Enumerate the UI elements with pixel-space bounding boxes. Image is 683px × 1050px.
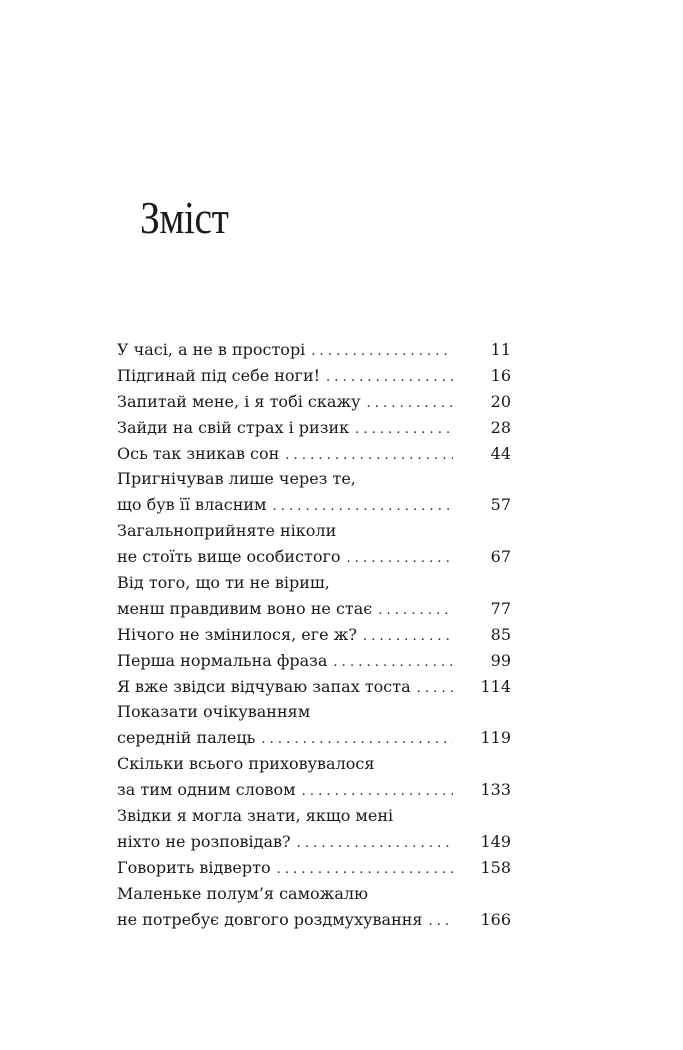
dot-leader xyxy=(302,779,453,805)
toc-entry-title: Перша нормальна фраза xyxy=(117,650,328,670)
dot-leader xyxy=(273,494,454,520)
toc-entry-title: Маленьке полум’я саможалю xyxy=(117,883,368,903)
toc-page-number: 67 xyxy=(490,547,511,567)
toc-page-number: 119 xyxy=(480,728,511,748)
toc-page-number: 99 xyxy=(490,650,511,670)
toc-page-number: 44 xyxy=(490,443,511,463)
dot-leader xyxy=(367,391,453,417)
toc-entry-line xyxy=(117,492,511,518)
toc-entry xyxy=(117,337,511,363)
toc-page-number: 114 xyxy=(480,676,511,696)
toc-page-number: 158 xyxy=(480,857,511,877)
toc-entry-line xyxy=(117,777,511,803)
toc-entry-line xyxy=(117,725,511,751)
toc-entry-line xyxy=(117,855,511,881)
toc-page-number: 16 xyxy=(490,365,511,385)
toc-entry-line xyxy=(117,829,511,855)
toc-entry xyxy=(117,648,511,674)
toc-entry-line xyxy=(117,518,511,544)
toc-entry-line xyxy=(117,337,511,363)
toc-entry-title: Зайди на свій страх і ризик xyxy=(117,417,350,437)
toc-page-number: 85 xyxy=(490,624,511,644)
toc-entry xyxy=(117,674,511,700)
toc-entry-line xyxy=(117,699,511,725)
toc-entry-title: Пригнічував лише через те, xyxy=(117,469,356,489)
dot-leader xyxy=(297,831,453,857)
toc-page-number: 11 xyxy=(490,340,511,359)
toc-entry-title: ніхто не розповідав? xyxy=(117,831,291,851)
toc-entry-title: що був її власним xyxy=(117,495,267,515)
toc-entry xyxy=(117,855,511,881)
toc-entry-line xyxy=(117,648,511,674)
toc-entry-title: не стоїть вище особистого xyxy=(117,547,341,567)
toc-entry-line xyxy=(117,363,511,389)
toc-entry-line xyxy=(117,803,511,829)
toc-entry-title: Запитай мене, і я тобі скажу xyxy=(117,391,361,411)
toc-entry xyxy=(117,751,511,803)
dot-leader xyxy=(363,624,453,650)
toc-entry-title: Показати очікуванням xyxy=(117,702,311,722)
dot-leader xyxy=(378,598,453,624)
dot-leader xyxy=(417,676,453,702)
toc-entry-line xyxy=(117,596,511,622)
toc-entry-line xyxy=(117,907,511,933)
dot-leader xyxy=(326,365,453,391)
toc-entry-line xyxy=(117,674,511,700)
toc-entry-title: не потребує довгого роздмухування xyxy=(117,909,423,929)
toc-entry-line xyxy=(117,415,511,441)
toc-entry-line xyxy=(117,751,511,777)
toc-entry-title: Звідки я могла знати, якщо мені xyxy=(117,806,394,826)
toc-entry xyxy=(117,570,511,622)
table-of-contents xyxy=(117,337,511,932)
toc-entry xyxy=(117,803,511,855)
toc-entry-title: менш правдивим воно не стає xyxy=(117,598,373,618)
toc-entry xyxy=(117,518,511,570)
dot-leader xyxy=(311,339,453,365)
toc-entry-title: Говорить відверто xyxy=(117,857,271,877)
toc-page-number: 166 xyxy=(480,909,511,929)
toc-entry-title: за тим одним словом xyxy=(117,780,296,800)
toc-entry-line xyxy=(117,881,511,907)
toc-entry-line xyxy=(117,389,511,415)
toc-entry-title: Від того, що ти не віриш, xyxy=(117,573,330,593)
toc-entry-title: Підгинай під себе ноги! xyxy=(117,365,321,385)
dot-leader xyxy=(277,857,453,883)
dot-leader xyxy=(347,546,453,572)
toc-entry-title: Ось так зникав сон xyxy=(117,443,280,463)
toc-entry xyxy=(117,441,511,467)
dot-leader xyxy=(355,417,453,443)
toc-entry xyxy=(117,466,511,518)
toc-entry xyxy=(117,415,511,441)
toc-entry-line xyxy=(117,441,511,467)
page-title: Зміст xyxy=(140,192,229,243)
dot-leader xyxy=(261,727,453,753)
dot-leader xyxy=(429,909,454,935)
toc-entry-title: Загальноприйняте ніколи xyxy=(117,521,337,541)
toc-page-number: 149 xyxy=(480,831,511,851)
toc-entry xyxy=(117,363,511,389)
toc-page-number: 28 xyxy=(490,417,511,437)
toc-page-number: 133 xyxy=(480,780,511,800)
toc-entry xyxy=(117,699,511,751)
toc-entry-line xyxy=(117,466,511,492)
toc-entry xyxy=(117,881,511,933)
toc-entry xyxy=(117,389,511,415)
toc-entry-title: Скільки всього приховувалося xyxy=(117,754,375,774)
toc-entry-title: У часі, а не в просторі xyxy=(117,340,306,359)
dot-leader xyxy=(333,650,453,676)
toc-entry-line xyxy=(117,544,511,570)
toc-page-number: 77 xyxy=(490,598,511,618)
toc-entry-line xyxy=(117,570,511,596)
toc-page-number: 57 xyxy=(490,495,511,515)
toc-entry-line xyxy=(117,622,511,648)
toc-entry-title: Нічого не змінилося, еге ж? xyxy=(117,624,357,644)
toc-page-number: 20 xyxy=(490,391,511,411)
toc-entry xyxy=(117,622,511,648)
toc-entry-title: Я вже звідси відчуваю запах тоста xyxy=(117,676,411,696)
toc-entry-title: середній палець xyxy=(117,728,256,748)
dot-leader xyxy=(285,443,453,469)
